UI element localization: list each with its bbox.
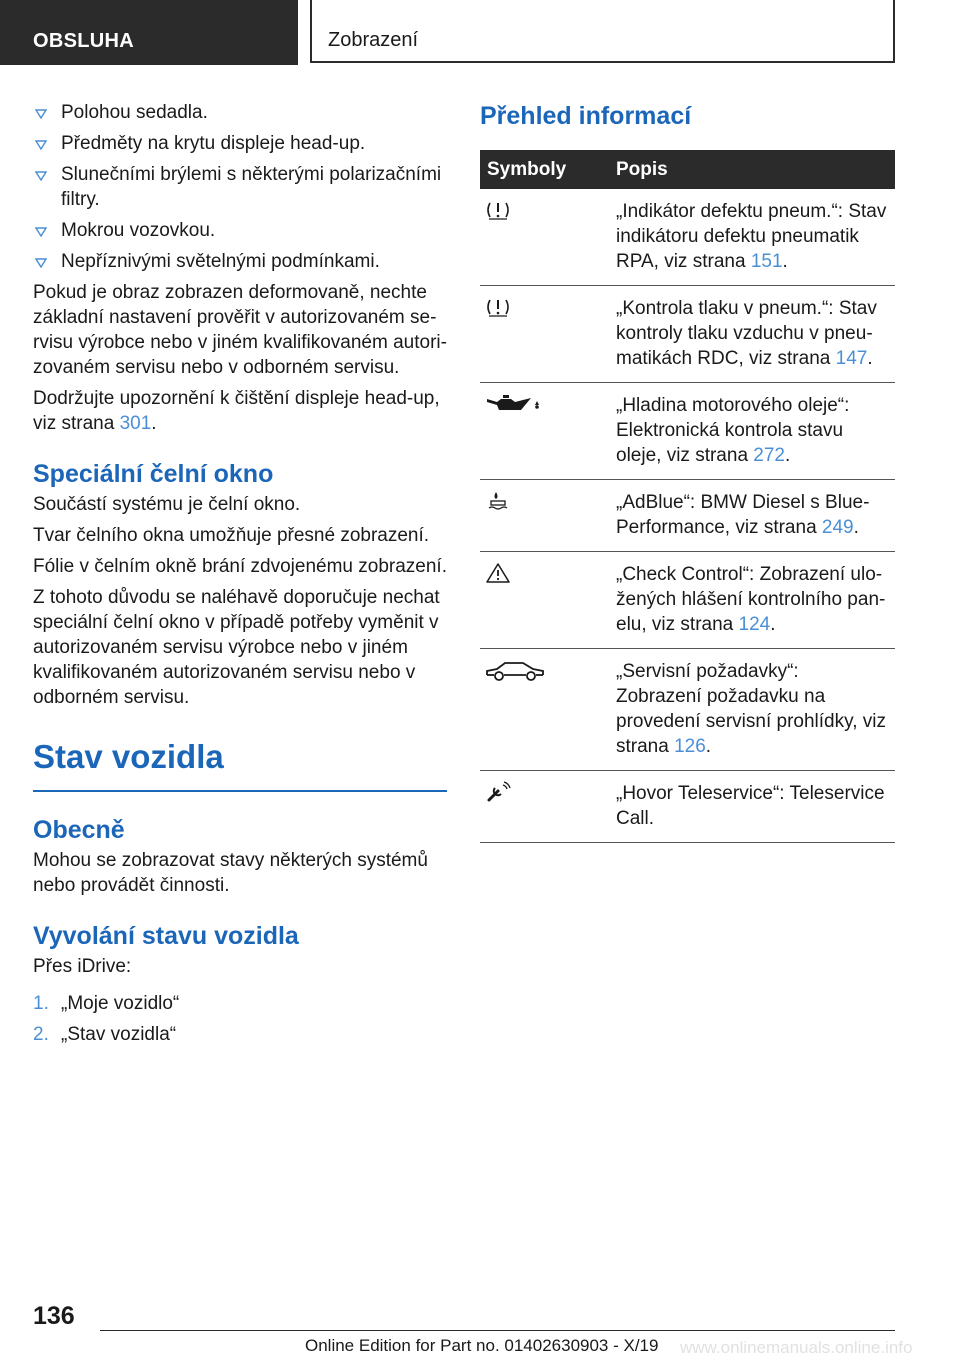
list-item: Mokrou vozovkou.	[33, 218, 447, 243]
page-number: 136	[33, 1302, 75, 1330]
special-paragraph: Fólie v čelním okně brání zdvojenému zobrazení.	[33, 556, 447, 577]
step-number: 2.	[33, 1024, 49, 1045]
table-row: „Servisní požadavky“: Zobrazení požadavku na provedení servisní prohlídky, viz strana 126.	[480, 649, 895, 771]
list-item: 2. „Stav vozidla“	[33, 1024, 177, 1045]
table-row: „Kontrola tlaku v pneum.“: Stav kontroly tlaku vzduchu v pneumatikách RDC, viz strana 147.	[480, 286, 895, 383]
triangle-bullet-icon	[35, 109, 47, 119]
car-service-icon	[485, 659, 545, 683]
special-paragraph: Tvar čelního okna umožňuje přesné zobrazení.	[33, 525, 430, 546]
triangle-bullet-icon	[35, 140, 47, 150]
table-row: „Hladina motorového oleje“: Elektronická kontrola stavu oleje, viz strana 272.	[480, 383, 895, 480]
list-item: 1. „Moje vozidlo“	[33, 993, 180, 1014]
adblue-icon	[485, 490, 511, 512]
column-header-description: Popis	[609, 150, 895, 189]
distortion-paragraph: Pokud je obraz zobrazen deformovaně, nechte základní nastavení prověřit v autorizovaném servisu výrobce nebo v jiném kvalifikovaném autorizovaném servisu nebo v odborném servisu.	[33, 282, 447, 378]
page-link[interactable]: 249	[821, 517, 854, 538]
cleaning-paragraph: Dodržujte upozornění k čištění displeje head-up, viz strana 301.	[33, 388, 440, 434]
table-row: „Indikátor defektu pneum.“: Stav indikátoru defektu pneumatik RPA, viz strana 151.	[480, 189, 895, 286]
special-windshield-heading: Speciální čelní okno	[33, 460, 274, 488]
list-item: Polohou sedadla.	[33, 100, 447, 125]
right-column	[480, 100, 895, 843]
tire-pressure-icon	[485, 296, 511, 318]
triangle-bullet-icon	[35, 258, 47, 268]
general-paragraph: Mohou se zobrazovat stavy některých systémů nebo provádět činnosti.	[33, 850, 428, 896]
edition-text: Online Edition for Part no. 01402630903 - X/19	[305, 1336, 659, 1355]
vehicle-status-heading: Stav vozidla	[33, 738, 224, 775]
table-row: „AdBlue“: BMW Diesel s BluePerformance, viz strana 249.	[480, 480, 895, 552]
chapter-title: Zobrazení	[328, 29, 419, 51]
page-link[interactable]: 272	[753, 445, 785, 466]
triangle-bullet-icon	[35, 171, 47, 181]
oil-can-icon	[485, 393, 547, 415]
footer-rule	[100, 1330, 895, 1331]
page-link[interactable]: 151	[750, 251, 783, 272]
steps-list	[33, 991, 447, 1047]
table-row: „Hovor Teleservice“: Teleservice Call.	[480, 771, 895, 843]
table-row: „Check Control“: Zobrazení uložených hlášení kontrolního panelu, viz strana 124.	[480, 552, 895, 649]
general-heading: Obecně	[33, 816, 125, 844]
list-item: Předměty na krytu displeje head-up.	[33, 131, 447, 156]
teleservice-icon	[485, 781, 511, 803]
info-overview-heading: Přehled informací	[480, 102, 692, 130]
step-number: 1.	[33, 993, 49, 1014]
list-item: Nepříznivými světelnými podmínkami.	[33, 249, 447, 274]
section-tab	[0, 0, 298, 65]
chapter-tab	[310, 0, 895, 63]
symbols-table	[480, 150, 895, 843]
page-link[interactable]: 147	[835, 348, 868, 369]
bullet-list	[33, 100, 447, 274]
watermark: www.onlinemanuals.online.info	[680, 1338, 913, 1357]
triangle-bullet-icon	[35, 227, 47, 237]
heading-rule	[33, 790, 447, 792]
table-header-row	[480, 150, 895, 189]
warning-triangle-icon	[485, 562, 511, 584]
page-link[interactable]: 301	[119, 413, 152, 434]
special-paragraph: Součástí systému je čelní okno.	[33, 494, 301, 515]
left-column	[33, 100, 447, 1053]
page-link[interactable]: 126	[674, 736, 706, 757]
call-status-heading: Vyvolání stavu vozidla	[33, 922, 299, 950]
page-link[interactable]: 124	[738, 614, 771, 635]
section-title: OBSLUHA	[33, 30, 134, 52]
column-header-symbols: Symboly	[480, 150, 609, 189]
list-item: Slunečními brýlemi s některými polarizačními filtry.	[33, 162, 447, 212]
tire-defect-icon	[485, 199, 511, 221]
special-paragraph: Z tohoto důvodu se naléhavě doporučuje nechat speciální čelní okno v případě potřeby vyměnit v autorizovaném servisu výrobce nebo v jiném kvalifikovaném autorizovaném servisu nebo v odborném servisu.	[33, 587, 440, 708]
call-paragraph: Přes iDrive:	[33, 956, 132, 977]
